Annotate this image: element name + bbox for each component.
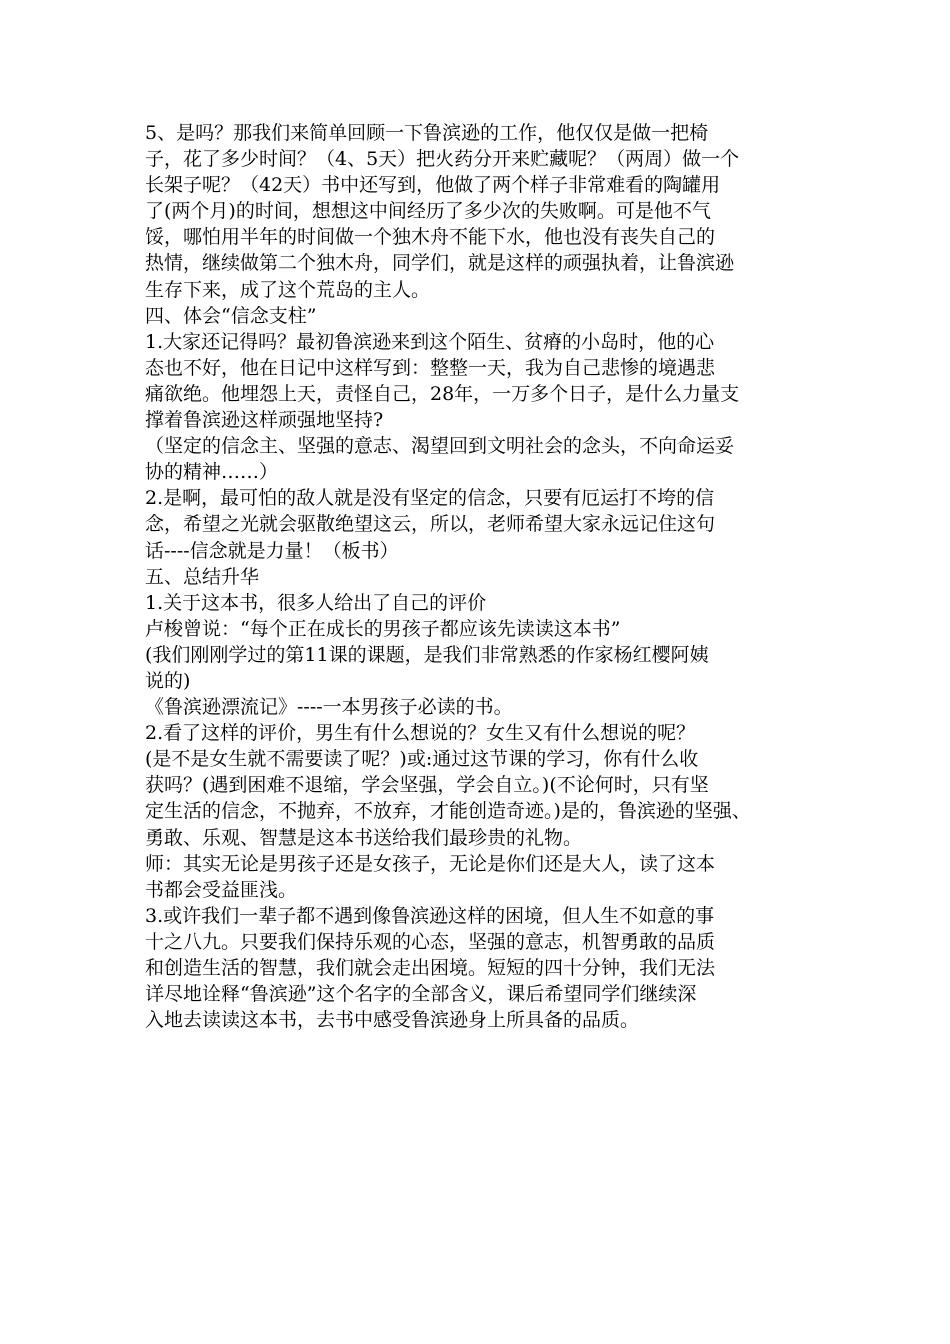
text-line: 师：其实无论是男孩子还是女孩子，无论是你们还是大人，读了这本 xyxy=(145,852,716,875)
text-line: (我们刚刚学过的第11课的课题，是我们非常熟悉的作家杨红樱阿姨 xyxy=(145,643,709,666)
text-line: 态也不好，他在日记中这样写到：整整一天，我为自己悲惨的境遇悲 xyxy=(145,356,716,379)
text-line: 长架子呢？（42天）书中还写到，他做了两个样子非常难看的陶罐用 xyxy=(145,174,721,197)
text-line: 获吗？(遇到困难不退缩，学会坚强，学会自立。)(不论何时，只有坚 xyxy=(145,774,709,797)
document-body xyxy=(145,120,825,1033)
text-line: 十之八九。只要我们保持乐观的心态，坚强的意志，机智勇敢的品质 xyxy=(145,930,716,953)
text-line: 2.是啊，最可怕的敌人就是没有坚定的信念，只要有厄运打不垮的信 xyxy=(145,487,715,510)
section-heading: 四、体会“信念支柱” xyxy=(145,304,317,327)
text-line: 定生活的信念，不抛弃，不放弃，才能创造奇迹。)是的，鲁滨逊的坚强、 xyxy=(145,800,751,823)
text-line: 和创造生活的智慧，我们就会走出困境。短短的四十分钟，我们无法 xyxy=(145,957,716,979)
section-heading: 五、总结升华 xyxy=(145,565,260,588)
text-line: 1.关于这本书，很多人给出了自己的评价 xyxy=(145,591,487,614)
text-line: （坚定的信念主、坚强的意志、渴望回到文明社会的念头，不向命运妥 xyxy=(145,435,735,458)
text-line: 详尽地诠释“鲁滨逊”这个名字的全部含义，课后希望同学们继续深 xyxy=(145,983,697,1006)
text-line: 勇敢、乐观、智慧是这本书送给我们最珍贵的礼物。 xyxy=(145,826,583,849)
text-line: 痛欲绝。他埋怨上天，责怪自己，28年，一万多个日子，是什么力量支 xyxy=(145,382,740,405)
text-line: 入地去读读这本书，去书中感受鲁滨逊身上所具备的品质。 xyxy=(145,1009,640,1032)
text-line: 《鲁滨逊漂流记》----一本男孩子必读的书。 xyxy=(145,696,513,719)
text-line: 书都会受益匪浅。 xyxy=(145,878,298,901)
text-line: 生存下来，成了这个荒岛的主人。 xyxy=(145,278,431,301)
text-line: 念，希望之光就会驱散绝望这云，所以，老师希望大家永远记住这句 xyxy=(145,513,716,536)
text-line: 1.大家还记得吗？最初鲁滨逊来到这个陌生、贫瘠的小岛时，他的心 xyxy=(145,330,715,353)
text-line: 撑着鲁滨逊这样顽强地坚持? xyxy=(145,409,384,432)
text-line: 3.或许我们一辈子都不遇到像鲁滨逊这样的困境，但人生不如意的事 xyxy=(145,904,715,927)
text-line: 话----信念就是力量！（板书） xyxy=(145,539,399,562)
text-line: 了(两个月)的时间，想想这中间经历了多少次的失败啊。可是他不气 xyxy=(145,200,711,223)
text-line: 5、是吗？那我们来简单回顾一下鲁滨逊的工作，他仅仅是做一把椅 xyxy=(145,122,709,144)
text-line: (是不是女生就不需要读了呢？)或:通过这节课的学习，你有什么收 xyxy=(145,748,699,771)
text-line: 馁，哪怕用半年的时间做一个独木舟不能下水，他也没有丧失自己的 xyxy=(145,226,716,249)
text-line: 卢梭曾说：“每个正在成长的男孩子都应该先读读这本书” xyxy=(145,617,621,640)
text-line: 说的) xyxy=(145,669,191,692)
text-line: 热情，继续做第二个独木舟，同学们，就是这样的顽强执着，让鲁滨逊 xyxy=(145,252,735,275)
text-line: 协的精神……） xyxy=(145,461,279,484)
text-line: 2.看了这样的评价，男生有什么想说的？女生又有什么想说的呢？ xyxy=(145,722,696,745)
text-line: 子，花了多少时间？（4、5天）把火药分开来贮藏呢？（两周）做一个 xyxy=(145,148,740,171)
